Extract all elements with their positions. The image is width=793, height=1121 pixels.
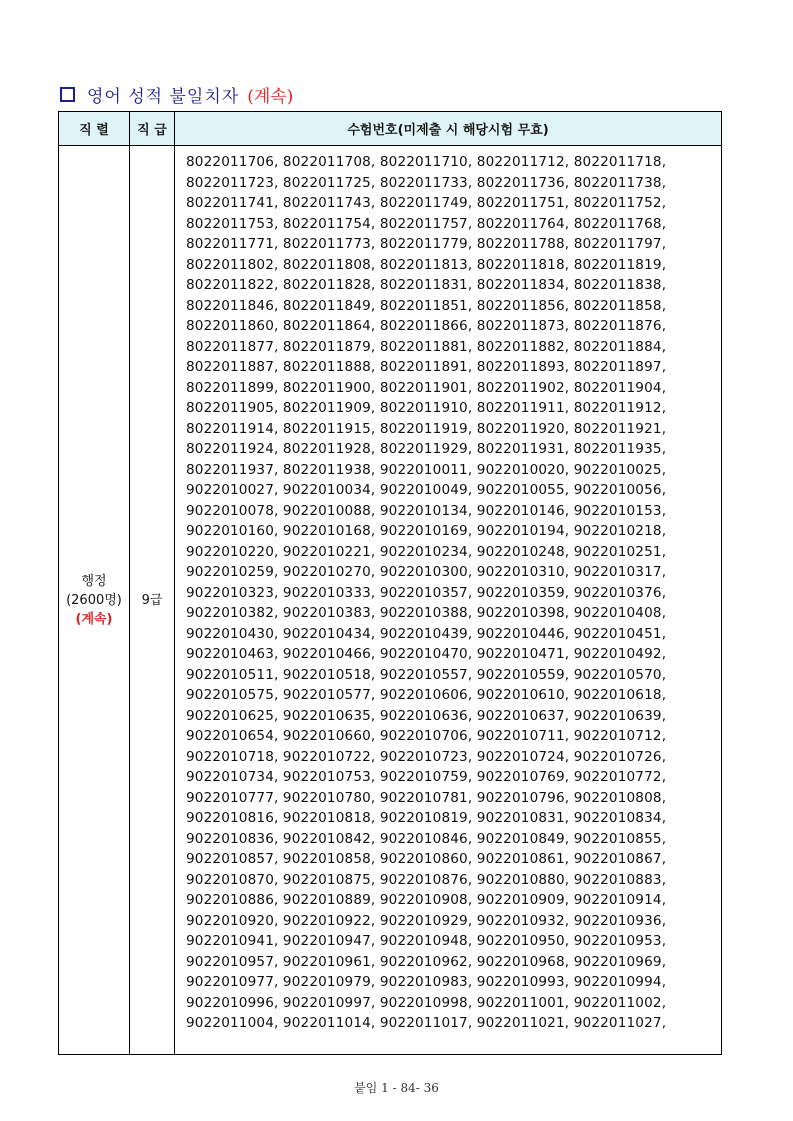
exam-number-row: 9022010382, 9022010383, 9022010388, 9022010398, 9022010408, xyxy=(186,605,667,621)
exam-number-row: 9022010625, 9022010635, 9022010636, 9022010637, 9022010639, xyxy=(186,707,667,724)
exam-number-row: 8022011822, 8022011828, 8022011831, 8022011834, 8022011838, xyxy=(186,277,667,293)
exam-number-row: 8022011924, 8022011928, 8022011929, 8022011931, 8022011935, xyxy=(186,441,667,457)
exam-number-row: 9022010836, 9022010842, 9022010846, 9022010849, 9022010855, xyxy=(186,830,667,847)
exam-number-row: 9022010654, 9022010660, 9022010706, 9022010711, 9022010712, xyxy=(186,728,667,744)
exam-number-row: 9022010259, 9022010270, 9022010300, 9022010310, 9022010317, xyxy=(186,564,667,580)
exam-numbers-cell xyxy=(175,146,722,1055)
exam-number-row: 8022011899, 8022011900, 8022011901, 8022011902, 8022011904, xyxy=(186,379,667,396)
exam-number-row: 9022010220, 9022010221, 9022010234, 9022010248, 9022010251, xyxy=(186,543,667,560)
table-header-row xyxy=(59,112,722,146)
section-heading xyxy=(60,82,293,106)
exam-number-row: 8022011937, 8022011938, 9022010011, 9022010020, 9022010025, xyxy=(186,461,667,478)
exam-number-row: 9022010941, 9022010947, 9022010948, 9022010950, 9022010953, xyxy=(186,933,667,949)
exam-number-row: 9022010078, 9022010088, 9022010134, 9022010146, 9022010153, xyxy=(186,502,667,519)
checkbox-square-icon xyxy=(60,87,75,102)
exam-number-row: 9022010777, 9022010780, 9022010781, 9022010796, 9022010808, xyxy=(186,789,667,806)
series-cell xyxy=(59,146,130,1055)
exam-number-row: 9022010323, 9022010333, 9022010357, 9022010359, 9022010376, xyxy=(186,584,667,601)
header-series: 직 렬 xyxy=(59,112,130,146)
exam-number-row: 9022011004, 9022011014, 9022011017, 9022011021, 9022011027, xyxy=(186,1015,667,1031)
exam-number-row: 8022011877, 8022011879, 8022011881, 8022011882, 8022011884, xyxy=(186,338,667,355)
exam-number-row: 8022011706, 8022011708, 8022011710, 8022011712, 8022011718, xyxy=(186,154,667,170)
exam-number-row: 9022010857, 9022010858, 9022010860, 9022010861, 9022010867, xyxy=(186,851,667,867)
exam-number-row: 8022011771, 8022011773, 8022011779, 8022011788, 8022011797, xyxy=(186,236,667,252)
exam-number-row: 9022010886, 9022010889, 9022010908, 9022010909, 9022010914, xyxy=(186,892,667,908)
exam-number-list xyxy=(186,152,721,1034)
exam-number-row: 9022010575, 9022010577, 9022010606, 9022010610, 9022010618, xyxy=(186,687,667,703)
exam-number-row: 8022011887, 8022011888, 8022011891, 8022011893, 8022011897, xyxy=(186,359,667,375)
heading-title: 영어 성적 불일치자 xyxy=(87,86,240,107)
exam-number-row: 9022010027, 9022010034, 9022010049, 9022010055, 9022010056, xyxy=(186,482,667,498)
exam-number-row: 9022010734, 9022010753, 9022010759, 9022010769, 9022010772, xyxy=(186,769,667,785)
exam-number-row: 9022010977, 9022010979, 9022010983, 9022010993, 9022010994, xyxy=(186,974,667,990)
series-name: 행정 xyxy=(81,573,107,589)
exam-number-row: 9022010511, 9022010518, 9022010557, 9022010559, 9022010570, xyxy=(186,666,667,683)
series-count: (2600명) xyxy=(66,592,122,608)
exam-number-row: 8022011723, 8022011725, 8022011733, 8022011736, 8022011738, xyxy=(186,174,667,191)
exam-number-row: 8022011802, 8022011808, 8022011813, 8022011818, 8022011819, xyxy=(186,256,667,273)
table-row xyxy=(59,146,722,1055)
heading-continued: (계속) xyxy=(247,86,294,107)
exam-number-row: 8022011914, 8022011915, 8022011919, 8022011920, 8022011921, xyxy=(186,420,667,437)
series-continued: (계속) xyxy=(75,611,113,627)
header-exam-numbers: 수험번호(미제출 시 해당시험 무효) xyxy=(175,112,722,146)
exam-number-row: 9022010870, 9022010875, 9022010876, 9022010880, 9022010883, xyxy=(186,871,667,888)
exam-number-row: 8022011753, 8022011754, 8022011757, 8022011764, 8022011768, xyxy=(186,215,667,232)
exam-number-row: 9022010160, 9022010168, 9022010169, 9022010194, 9022010218, xyxy=(186,523,667,539)
exam-number-table xyxy=(58,111,722,1055)
exam-number-row: 8022011846, 8022011849, 8022011851, 8022011856, 8022011858, xyxy=(186,297,667,314)
exam-number-row: 9022010430, 9022010434, 9022010439, 9022010446, 9022010451, xyxy=(186,625,667,642)
exam-number-row: 9022010920, 9022010922, 9022010929, 9022010932, 9022010936, xyxy=(186,912,667,929)
exam-number-row: 9022010816, 9022010818, 9022010819, 9022010831, 9022010834, xyxy=(186,810,667,826)
exam-number-row: 9022010718, 9022010722, 9022010723, 9022010724, 9022010726, xyxy=(186,748,667,765)
header-grade: 직 급 xyxy=(130,112,175,146)
exam-number-row: 8022011741, 8022011743, 8022011749, 8022011751, 8022011752, xyxy=(186,195,667,211)
grade-cell: 9급 xyxy=(130,146,175,1055)
exam-number-row: 8022011905, 8022011909, 8022011910, 8022011911, 8022011912, xyxy=(186,400,667,416)
page-footer: 붙임 1 - 84- 36 xyxy=(354,1081,439,1095)
exam-number-row: 9022010463, 9022010466, 9022010470, 9022010471, 9022010492, xyxy=(186,646,667,662)
exam-number-row: 8022011860, 8022011864, 8022011866, 8022011873, 8022011876, xyxy=(186,318,667,334)
exam-number-row: 9022010957, 9022010961, 9022010962, 9022010968, 9022010969, xyxy=(186,953,667,970)
exam-number-row: 9022010996, 9022010997, 9022010998, 9022011001, 9022011002, xyxy=(186,994,667,1011)
